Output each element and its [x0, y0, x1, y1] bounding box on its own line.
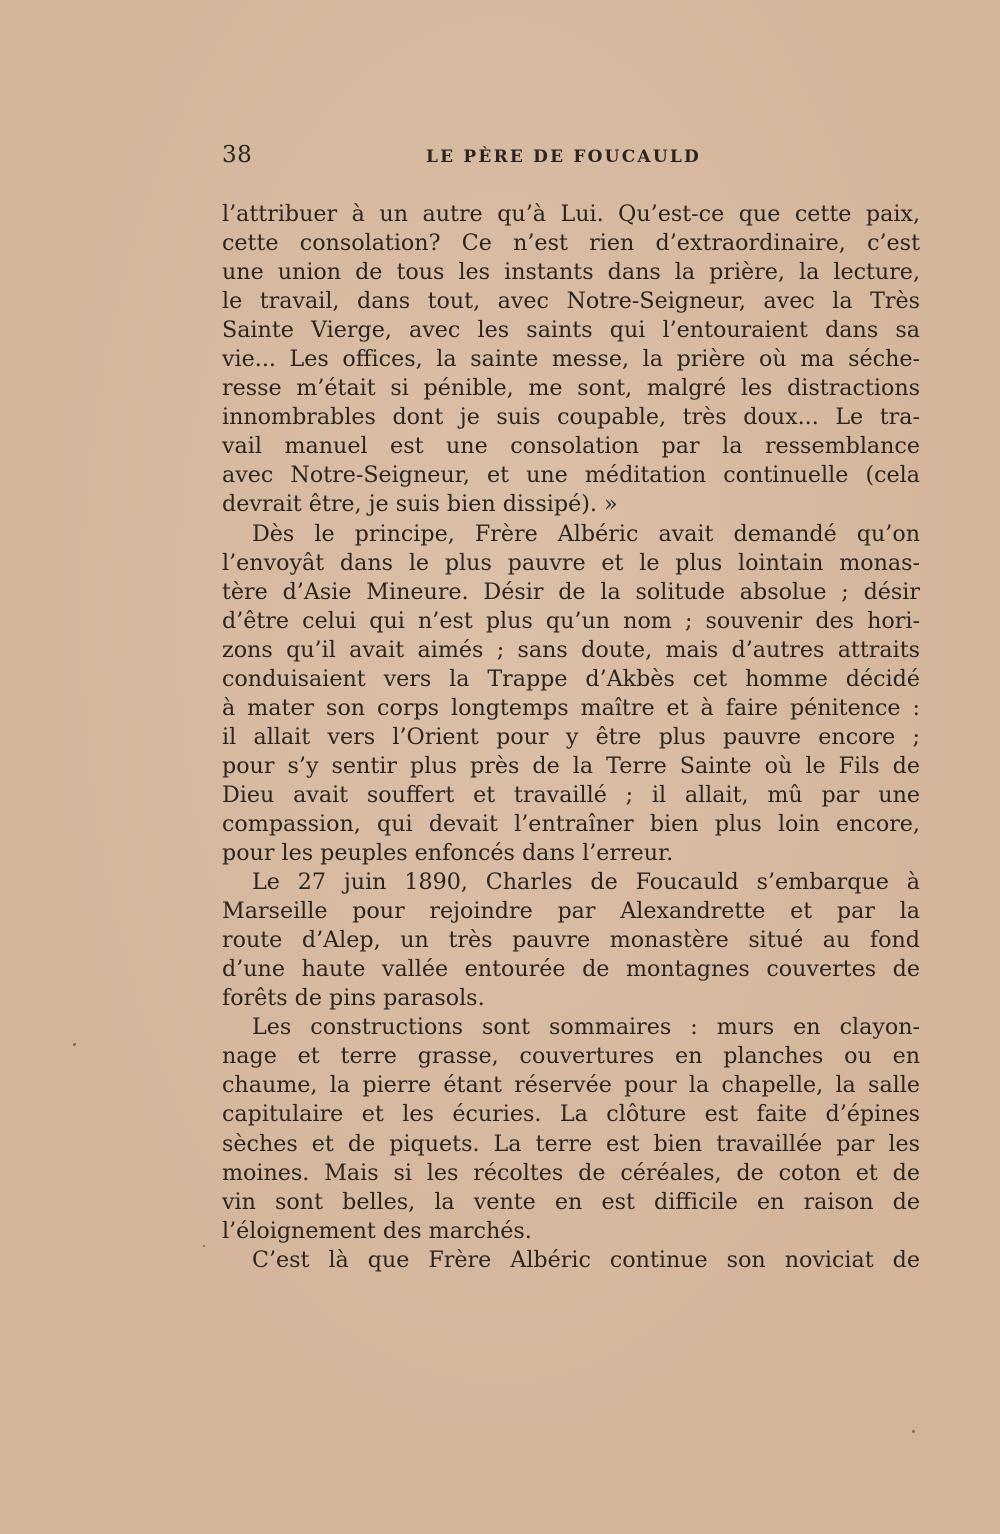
- paper-speck: [912, 1430, 915, 1433]
- text-line: moines. Mais si les récoltes de céréales, de coton et de: [222, 1159, 920, 1186]
- text-line: resse m’était si pénible, me sont, malgré les distractions: [222, 375, 920, 402]
- text-line: cette consolation? Ce n’est rien d’extraordinaire, c’est: [222, 230, 920, 257]
- text-line: route d’Alep, un très pauvre monastère situé au fond: [222, 927, 920, 954]
- text-line: le travail, dans tout, avec Notre-Seigneur, avec la Très: [222, 288, 920, 315]
- text-line: Le 27 juin 1890, Charles de Foucauld s’embarque à: [252, 869, 920, 896]
- body-text: [222, 200, 920, 1275]
- paper-speck: [73, 1043, 76, 1046]
- text-line: vail manuel est une consolation par la ressemblance: [222, 433, 920, 460]
- text-line: Dès le principe, Frère Albéric avait demandé qu’on: [252, 520, 920, 547]
- text-line: d’une haute vallée entourée de montagnes couvertes de: [222, 956, 920, 983]
- text-line: conduisaient vers la Trappe d’Akbès cet homme décidé: [222, 665, 920, 692]
- text-line: nage et terre grasse, couvertures en planches ou en: [222, 1043, 920, 1070]
- text-line: chaume, la pierre étant réservée pour la chapelle, la salle: [222, 1072, 920, 1099]
- text-line: devrait être, je suis bien dissipé). »: [222, 491, 618, 518]
- text-line: vin sont belles, la vente en est difficile en raison de: [222, 1188, 920, 1215]
- running-title: LE PÈRE DE FOUCAULD: [426, 147, 701, 167]
- text-line: Sainte Vierge, avec les saints qui l’entouraient dans sa: [222, 317, 920, 344]
- text-line: vie... Les offices, la sainte messe, la prière où ma séche-: [222, 346, 920, 373]
- text-line: Marseille pour rejoindre par Alexandrette et par la: [222, 898, 920, 925]
- text-line: pour les peuples enfoncés dans l’erreur.: [222, 840, 674, 867]
- running-head: [222, 142, 922, 178]
- paper-speck: [203, 1245, 205, 1247]
- text-line: innombrables dont je suis coupable, très doux... Le tra-: [222, 404, 920, 431]
- text-line: d’être celui qui n’est plus qu’un nom ; souvenir des hori-: [222, 607, 920, 634]
- text-line: une union de tous les instants dans la prière, la lecture,: [222, 259, 920, 286]
- text-line: avec Notre-Seigneur, et une méditation continuelle (cela: [222, 462, 920, 489]
- text-line: à mater son corps longtemps maître et à faire pénitence :: [222, 694, 920, 721]
- text-line: pour s’y sentir plus près de la Terre Sainte où le Fils de: [222, 752, 920, 779]
- text-line: l’envoyât dans le plus pauvre et le plus lointain monas-: [222, 549, 920, 576]
- text-line: C’est là que Frère Albéric continue son noviciat de: [252, 1246, 920, 1273]
- text-line: capitulaire et les écuries. La clôture est faite d’épines: [222, 1101, 920, 1128]
- text-line: compassion, qui devait l’entraîner bien plus loin encore,: [222, 810, 920, 837]
- text-line: Les constructions sont sommaires : murs en clayon-: [252, 1014, 920, 1041]
- text-line: Dieu avait souffert et travaillé ; il allait, mû par une: [222, 781, 920, 808]
- text-line: l’attribuer à un autre qu’à Lui. Qu’est-ce que cette paix,: [222, 201, 920, 227]
- text-line: il allait vers l’Orient pour y être plus pauvre encore ;: [222, 723, 920, 750]
- text-line: sèches et de piquets. La terre est bien travaillée par les: [222, 1130, 920, 1157]
- page-number: 38: [222, 142, 253, 168]
- text-line: zons qu’il avait aimés ; sans doute, mais d’autres attraits: [222, 636, 920, 663]
- text-line: tère d’Asie Mineure. Désir de la solitude absolue ; désir: [222, 578, 920, 605]
- text-line: l’éloignement des marchés.: [222, 1217, 532, 1244]
- text-line: forêts de pins parasols.: [222, 985, 485, 1012]
